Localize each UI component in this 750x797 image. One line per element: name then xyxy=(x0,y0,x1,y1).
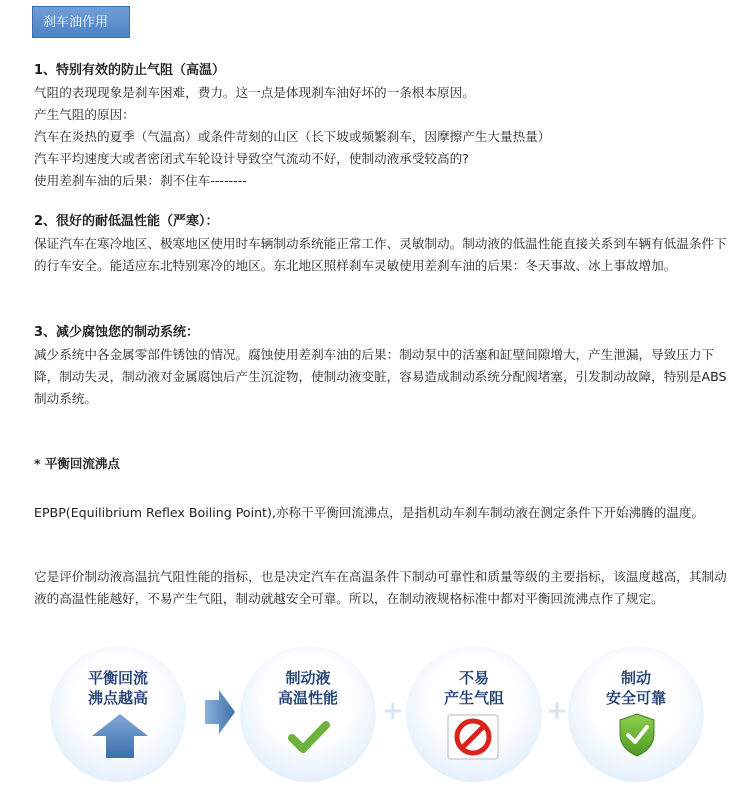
circle-4-line2: 安全可靠 xyxy=(605,689,666,707)
section-1 xyxy=(34,60,734,192)
section-1-line: 汽车在炎热的夏季（气温高）或条件苛刻的山区（长下坡或频繁刹车，因摩擦产生大量热量） xyxy=(34,129,551,144)
epbp-paragraph-1: EPBP(Equilibrium Reflex Boiling Point),亦称干平衡回流沸点，是指机动车刹车制动液在测定条件下开始沸腾的温度。 xyxy=(34,505,705,520)
arrow-right-icon xyxy=(205,690,235,734)
section-3-title: 3、减少腐蚀您的制动系统： xyxy=(34,325,200,340)
circle-4-label xyxy=(568,668,704,708)
shield-check-icon xyxy=(617,712,657,758)
circle-2-line2: 高温性能 xyxy=(277,689,338,707)
checkmark-icon xyxy=(288,720,330,754)
epbp-heading: * 平衡回流沸点 xyxy=(34,456,120,471)
section-2-title: 2、很好的耐低温性能（严寒）： xyxy=(34,214,219,229)
circle-high-temp xyxy=(240,646,376,782)
section-1-line: 产生气阻的原因： xyxy=(34,107,135,122)
prohibited-icon xyxy=(445,712,501,762)
section-3-body: 减少系统中各金属零部件锈蚀的情况。腐蚀使用差刹车油的后果：制动泵中的活塞和缸壁间隙增大，产生泄漏，导致压力下降，制动失灵，制动液对金属腐蚀后产生沉淀物，使制动液变脏，容易造成制动系统分配阀堵塞，引发制动故障，特别是ABS制动系统。 xyxy=(34,347,727,406)
circle-1-line1: 平衡回流 xyxy=(87,669,148,687)
section-tag: 刹车油作用 xyxy=(32,6,130,38)
plus-sign: + xyxy=(382,696,404,726)
section-1-title: 1、特别有效的防止气阻（高温） xyxy=(34,63,226,78)
circle-1-line2: 沸点越高 xyxy=(87,689,148,707)
up-arrow-icon xyxy=(90,712,150,760)
plus-sign: + xyxy=(546,696,568,726)
section-1-line: 使用差刹车油的后果：刹不住车-------- xyxy=(34,173,247,188)
circle-2-label xyxy=(240,668,376,708)
circle-3-label xyxy=(406,668,542,708)
circle-3-line2: 产生气阻 xyxy=(443,689,504,707)
circle-1-label xyxy=(50,668,186,708)
circle-2-line1: 制动液 xyxy=(285,669,331,687)
section-1-line: 汽车平均速度大或者密闭式车轮设计导致空气流动不好，使制动液承受较高的? xyxy=(34,151,469,166)
circle-3-line1: 不易 xyxy=(458,669,489,687)
epbp-paragraph-2: 它是评价制动液高温抗气阻性能的指标，也是决定汽车在高温条件下制动可靠性和质量等级的主要指标，该温度越高，其制动液的高温性能越好，不易产生气阻，制动就越安全可靠。所以，在制动液规格标准中都对平衡回流沸点作了规定。 xyxy=(34,569,727,606)
section-2-body: 保证汽车在寒冷地区、极寒地区使用时车辆制动系统能正常工作、灵敏制动。制动液的低温性能直接关系到车辆有低温条件下的行车安全。能适应东北特别寒冷的地区。东北地区照样刹车灵敏使用差刹车油的后果：冬天事故、冰上事故增加。 xyxy=(34,236,727,273)
section-3 xyxy=(34,322,734,410)
circle-4-line1: 制动 xyxy=(620,669,651,687)
process-diagram xyxy=(0,640,750,780)
section-2 xyxy=(34,211,734,277)
section-1-line: 气阻的表现现象是刹车困难，费力。这一点是体现刹车油好坏的一条根本原因。 xyxy=(34,85,475,100)
